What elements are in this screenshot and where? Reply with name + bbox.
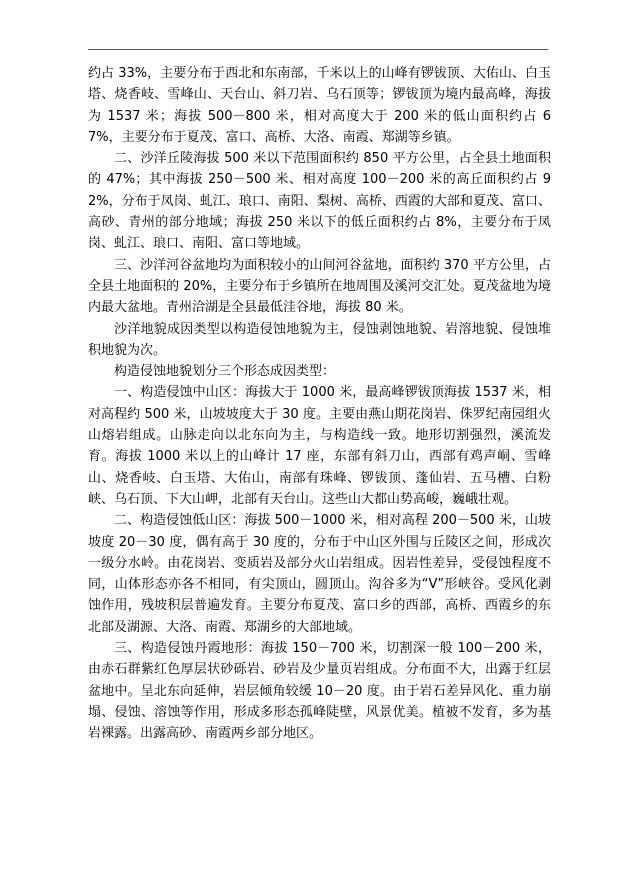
paragraph-valley-basins: 三、沙洋河谷盆地均为面积较小的山间河谷盆地，面积约 370 平方公里，占全县土地面积的 20%，主要分布于乡镇所在地周围及溪河交汇处。夏茂盆地为境内最大盆地。青州洽湖是全县最低洼谷地，海拔 80 米。 xyxy=(88,257,551,316)
paragraph-landform-genesis: 沙洋地貌成因类型以构造侵蚀地貌为主，侵蚀剥蚀地貌、岩溶地貌、侵蚀堆积地貌为次。 xyxy=(88,321,551,358)
header-rule xyxy=(88,49,548,50)
document-body xyxy=(88,63,551,745)
paragraph-erosion-types-intro: 构造侵蚀地貌划分三个形态成因类型： xyxy=(114,364,336,380)
paragraph-lowland-mountains: 约占 33%，主要分布于西北和东南部，千米以上的山峰有锣钹顶、大佑山、白玉塔、烧香岐、雪峰山、天台山、斜刀岩、乌石顶等；锣钹顶为境内最高峰，海拔为 1537 米；海拔 500－800 米，相对高度大于 200 米的低山面积约占 67%，主要分布于夏茂、富口、高桥、大洛、南霞、郑湖等乡镇。 xyxy=(88,66,551,145)
paragraph-danxia-landform: 三、构造侵蚀丹霞地形：海拔 150－700 米，切割深一般 100－200 米，由赤石群紫红色厚层状砂砾岩、砂岩及少量页岩组成。分布面不大，出露于红层盆地中。呈北东向延伸，岩层倾角较缓 10－20 度。由于岩石差异风化、重力崩塌、侵蚀、溶蚀等作用，形成多形态孤峰陡壁，风景优美。植被不发育，多为基岩裸露。出露高砂、南霞两乡部分地区。 xyxy=(88,641,551,742)
paragraph-middle-mountains: 一、构造侵蚀中山区：海拔大于 1000 米，最高峰锣钹顶海拔 1537 米，相对高程约 500 米，山坡坡度大于 30 度。主要由燕山期花岗岩、侏罗纪南园组火山熔岩组成。山脉走向以北东向为主，与构造线一致。地形切割强烈，溪流发育。海拔 1000 米以上的山峰计 17 座，东部有斜刀山，西部有鸡声峒、雪峰山、烧香岐、白玉塔、大佑山，南部有珠峰、锣钹顶、蓬仙岩、五马槽、白粉峡、乌石顶、下大山岬，北部有天台山。这些山大都山势高峻，巍峨壮观。 xyxy=(88,385,551,507)
paragraph-hills: 二、沙洋丘陵海拔 500 米以下范围面积约 850 平方公里，占全县土地面积的 47%；其中海拔 250－500 米、相对高度 100－200 米的高丘面积约占 92%，分布于凤岗、虬江、琅口、南阳、梨树、高桥、西霞的大部和夏茂、富口、高砂、青州的部分地域；海拔 250 米以下的低丘面积约占 8%，主要分布于凤岗、虬江、琅口、南阳、富口等地域。 xyxy=(88,151,551,252)
paragraph-low-mountains: 二、构造侵蚀低山区：海拔 500－1000 米，相对高程 200－500 米，山坡坡度 20－30 度，偶有高于 30 度的，分布于中山区外围与丘陵区之间，形成次一级分水岭。由花岗岩、变质岩及部分火山岩组成。因岩性差异，受侵蚀程度不同，山体形态亦各不相同，有尖顶山，圆顶山。沟谷多为“V”形峡谷。受风化剥蚀作用，残坡积层普遍发育。主要分布夏茂、富口乡的西部，高桥、西霞乡的东北部及湖源、大洛、南霞、郑湖乡的大部地域。 xyxy=(88,513,551,635)
